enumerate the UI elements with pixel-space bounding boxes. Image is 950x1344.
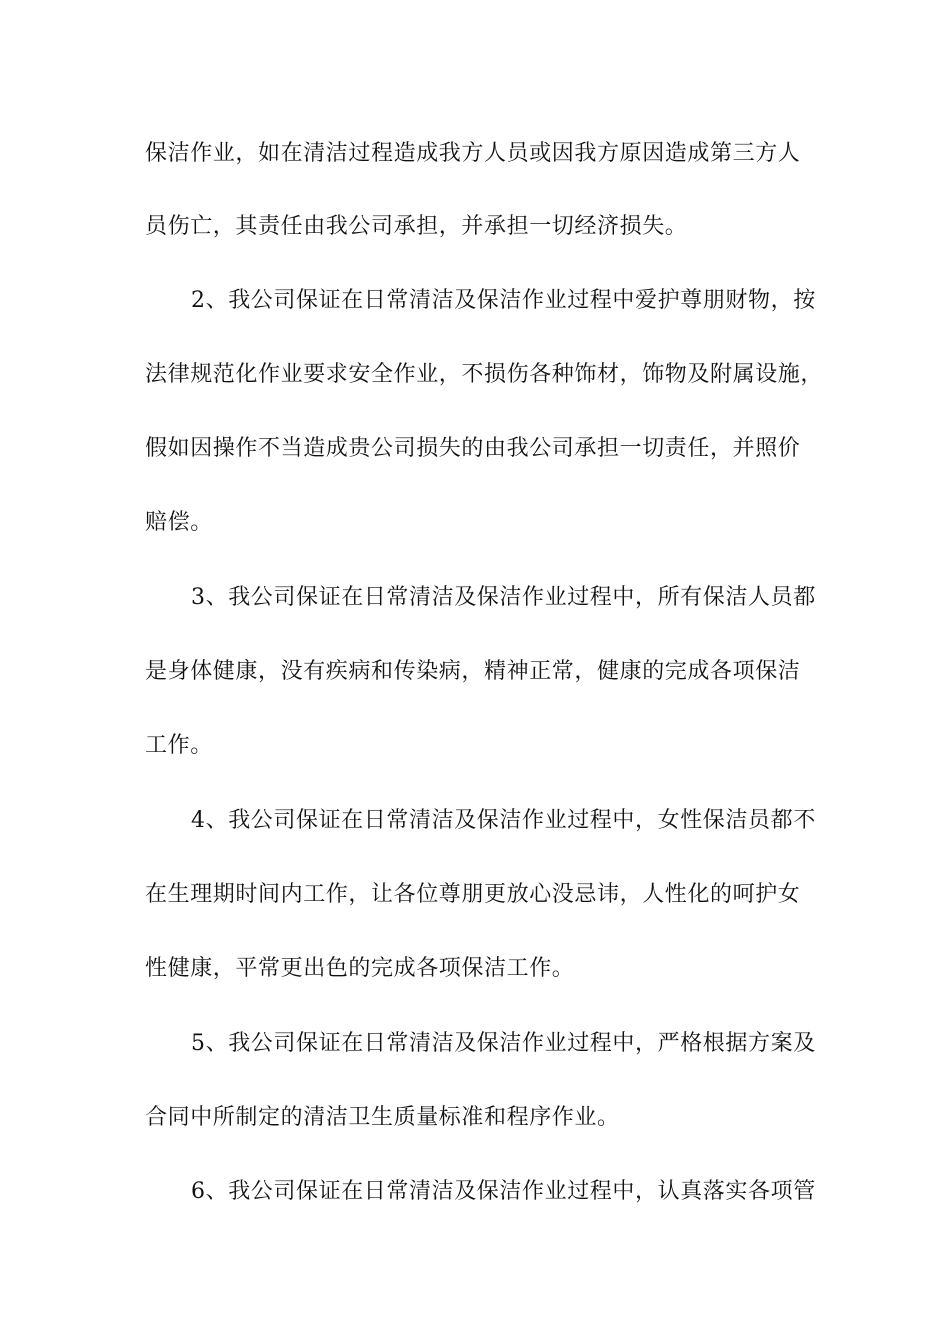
paragraph-4-start: 4、我公司保证在日常清洁及保洁作业过程中，女性保洁员都不 bbox=[191, 808, 816, 833]
text-line: 保洁作业，如在清洁过程造成我方人员或因我方原因造成第三方人 bbox=[145, 141, 801, 166]
text-line: 员伤亡，其责任由我公司承担，并承担一切经济损失。 bbox=[145, 214, 688, 239]
text-line: 假如因操作不当造成贵公司损失的由我公司承担一切责任，并照价 bbox=[145, 436, 801, 461]
text-line: 赔偿。 bbox=[145, 510, 213, 535]
text-line: 性健康，平常更出色的完成各项保洁工作。 bbox=[145, 956, 575, 981]
paragraph-3-start: 3、我公司保证在日常清洁及保洁作业过程中，所有保洁人员都 bbox=[191, 585, 816, 610]
text-line: 是身体健康，没有疾病和传染病，精神正常，健康的完成各项保洁 bbox=[145, 659, 801, 684]
paragraph-2-start: 2、我公司保证在日常清洁及保洁作业过程中爱护尊朋财物，按 bbox=[191, 288, 816, 313]
paragraph-5-start: 5、我公司保证在日常清洁及保洁作业过程中，严格根据方案及 bbox=[191, 1031, 816, 1056]
text-line: 法律规范化作业要求安全作业，不损伤各种饰材，饰物及附属设施， bbox=[145, 362, 824, 387]
text-line: 合同中所制定的清洁卫生质量标准和程序作业。 bbox=[145, 1105, 620, 1130]
paragraph-6-start: 6、我公司保证在日常清洁及保洁作业过程中，认真落实各项管 bbox=[191, 1179, 816, 1204]
text-line: 工作。 bbox=[145, 733, 213, 758]
text-line: 在生理期时间内工作，让各位尊朋更放心没忌讳，人性化的呵护女 bbox=[145, 882, 801, 907]
